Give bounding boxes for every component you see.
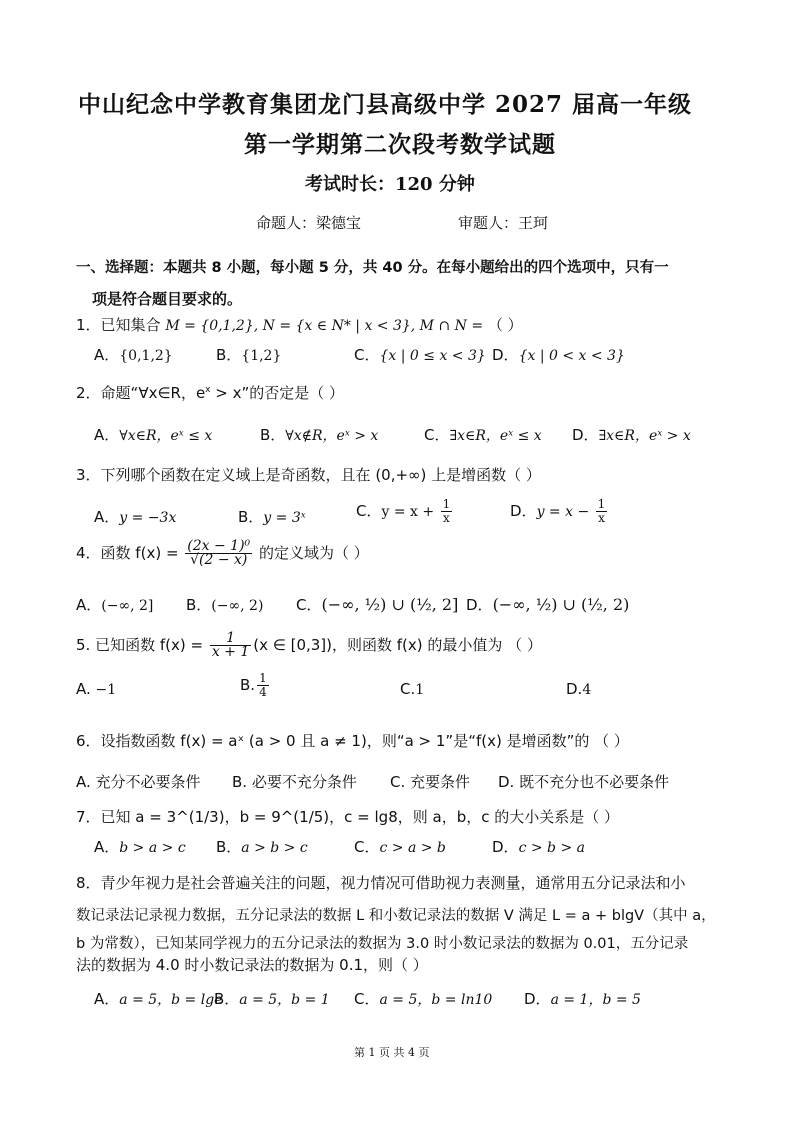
q1-stem-text: 1．已知集合 xyxy=(76,316,161,334)
q3-option-a-text: y = −3x xyxy=(119,510,177,526)
q1-option-a[interactable] xyxy=(94,344,173,365)
q6-option-a-label: A. xyxy=(76,773,91,791)
q7-option-d-text: c > b > a xyxy=(518,840,585,856)
q6-option-c[interactable] xyxy=(390,771,470,792)
q8-option-a[interactable] xyxy=(94,988,222,1009)
q2-option-d[interactable] xyxy=(572,424,691,445)
q2-stem-sup: x xyxy=(205,385,211,395)
q4-option-c-label: C． xyxy=(296,596,322,614)
q3-d-frac-num: 1 xyxy=(597,497,606,511)
q3-option-c[interactable] xyxy=(356,498,454,525)
q3-option-c-fraction xyxy=(441,498,453,525)
q6-option-d-text: 既不充分也不必要条件 xyxy=(519,773,670,791)
q5-option-a-text: −1 xyxy=(95,682,117,698)
q8-option-a-text: a = 5，b = lge xyxy=(119,992,223,1008)
exam-author: 命题人：梁德宝 xyxy=(256,214,362,232)
q8-option-d-label: D． xyxy=(524,990,551,1008)
question-8-line-2: 数记录法记录视力数据，五分记录法的数据 L 和小数记录法的数据 V 满足 L = a + blgV（其中 a， xyxy=(76,908,716,924)
q4-option-b-text: (−∞, 2) xyxy=(211,598,264,614)
q3-d-frac-den: x xyxy=(598,511,605,525)
q3-option-b-label: B． xyxy=(238,508,264,526)
q8-option-c-label: C． xyxy=(354,990,380,1008)
exam-duration: 考试时长：120 分钟 xyxy=(305,174,475,195)
q4-option-b-label: B． xyxy=(186,596,212,614)
q6-option-c-text: 充要条件 xyxy=(410,773,471,791)
q1-option-d-text: {x | 0 < x < 3} xyxy=(518,348,625,364)
q5-stem-text: 5. 已知函数 f(x) = xyxy=(76,636,208,654)
q4-option-d[interactable] xyxy=(466,594,629,615)
question-2-stem xyxy=(76,382,344,403)
q5-option-c[interactable] xyxy=(400,680,424,698)
q6-option-b[interactable] xyxy=(232,771,357,792)
q2-option-a-label: A． xyxy=(94,426,120,444)
q4-option-b[interactable] xyxy=(186,594,263,615)
q4-option-a-label: A． xyxy=(76,596,102,614)
q7-option-a-label: A． xyxy=(94,838,120,856)
q2-option-b-label: B． xyxy=(260,426,286,444)
q1-option-b[interactable] xyxy=(216,344,281,365)
q5-option-c-label: C. xyxy=(400,680,416,698)
question-7-stem: 7．已知 a = 3^(1/3)，b = 9^(1/5)，c = lg8，则 a，b，c 的大小关系是（ ） xyxy=(76,808,619,826)
q8-option-d-text: a = 1，b = 5 xyxy=(550,992,641,1008)
q4-option-d-label: D． xyxy=(466,596,493,614)
q1-option-c-label: C． xyxy=(354,346,380,364)
q6-option-c-label: C. xyxy=(390,773,406,791)
question-1-stem xyxy=(76,314,523,335)
exam-title-line1: 中山纪念中学教育集团龙门县高级中学 2027 届高一年级 xyxy=(78,91,693,118)
question-8-line-4: 法的数据为 4.0 时小数记录法的数据为 0.1，则（ ） xyxy=(76,956,428,974)
q3-option-c-label: C． xyxy=(356,502,382,520)
q8-option-a-label: A． xyxy=(94,990,120,1008)
q4-option-d-text: (−∞, ½) ∪ (½, 2) xyxy=(492,595,630,614)
q2-option-d-text: ∃x∈R，eˣ > x xyxy=(598,428,691,444)
q2-option-a[interactable] xyxy=(94,424,212,445)
q6-option-a-text: 充分不必要条件 xyxy=(95,773,201,791)
q3-option-d-text: y = x − xyxy=(536,504,594,520)
q7-option-c[interactable] xyxy=(354,836,446,857)
question-5-stem xyxy=(76,632,542,659)
exam-title-line2: 第一学期第二次段考数学试题 xyxy=(244,131,556,158)
q3-option-d-fraction xyxy=(596,498,608,525)
q6-option-d-label: D. xyxy=(498,773,515,791)
q5-frac-den: x + 1 xyxy=(211,644,250,660)
q3-option-b-text: y = 3ˣ xyxy=(263,510,306,526)
q1-option-d[interactable] xyxy=(492,344,625,365)
q8-option-b-text: a = 5，b = 1 xyxy=(239,992,330,1008)
q8-option-c[interactable] xyxy=(354,988,492,1009)
q7-option-c-text: c > a > b xyxy=(379,840,446,856)
q8-option-c-text: a = 5，b = ln10 xyxy=(379,992,493,1008)
exam-reviewer: 审题人：王珂 xyxy=(458,214,549,232)
q4-option-c[interactable] xyxy=(296,594,458,615)
q1-option-c-text: {x | 0 ≤ x < 3} xyxy=(379,348,486,364)
q7-option-d-label: D． xyxy=(492,838,519,856)
q1-option-c[interactable] xyxy=(354,344,486,365)
q5-stem-fraction xyxy=(210,632,251,659)
q2-stem-text: 2．命题“∀x∈R，e xyxy=(76,384,206,402)
q5-stem-tail: (x ∈ [0,3])，则函数 f(x) 的最小值为 （ ） xyxy=(253,636,542,654)
q7-option-d[interactable] xyxy=(492,836,585,857)
q7-option-c-label: C． xyxy=(354,838,380,856)
q3-c-frac-num: 1 xyxy=(442,497,451,511)
q4-option-a-text: (−∞, 2] xyxy=(101,598,154,614)
q1-option-d-label: D． xyxy=(492,346,519,364)
q2-option-c-text: ∃x∈R，eˣ ≤ x xyxy=(449,428,542,444)
q6-option-b-text: 必要不充分条件 xyxy=(251,773,357,791)
q5-option-d[interactable] xyxy=(566,680,591,698)
q4-stem-tail: 的定义域为（ ） xyxy=(254,544,369,562)
question-3-stem: 3．下列哪个函数在定义域上是奇函数，且在 (0,+∞) 上是增函数（ ） xyxy=(76,466,541,484)
q3-option-a[interactable] xyxy=(94,506,176,527)
q5-option-b-label: B. xyxy=(240,676,256,694)
q5-option-a[interactable] xyxy=(76,680,116,698)
q5-option-d-text: 4 xyxy=(582,682,592,698)
q5-b-frac-num: 1 xyxy=(259,671,267,685)
question-6-stem: 6．设指数函数 f(x) = aˣ (a > 0 且 a ≠ 1)，则“a > 1”是“f(x) 是增函数”的 （ ） xyxy=(76,732,629,750)
q4-stem-text: 4．函数 f(x) = xyxy=(76,544,184,562)
q3-option-c-text: y = x + xyxy=(381,504,439,520)
q5-option-c-text: 1 xyxy=(415,682,425,698)
q7-option-b[interactable] xyxy=(216,836,308,857)
q5-option-b[interactable] xyxy=(240,672,271,699)
q5-frac-num: 1 xyxy=(210,632,251,646)
q7-option-b-text: a > b > c xyxy=(241,840,308,856)
q8-option-b[interactable] xyxy=(214,988,330,1009)
q5-option-a-label: A. xyxy=(76,680,91,698)
q4-option-a[interactable] xyxy=(76,594,153,615)
q1-option-a-text: {0,1,2} xyxy=(119,348,173,364)
q7-option-a-text: b > a > c xyxy=(119,840,186,856)
q8-option-b-label: B． xyxy=(214,990,240,1008)
q7-option-a[interactable] xyxy=(94,836,186,857)
q1-stem-math: M = {0,1,2}, N = {x ∈ N* | x < 3}, M ∩ N = xyxy=(165,318,484,334)
q1-option-b-text: {1,2} xyxy=(241,348,282,364)
q6-option-d[interactable] xyxy=(498,771,669,792)
q1-option-b-label: B． xyxy=(216,346,242,364)
q6-option-a[interactable] xyxy=(76,771,201,792)
q8-option-d[interactable] xyxy=(524,988,641,1009)
q5-option-b-fraction xyxy=(257,672,269,699)
question-8-line-1: 8．青少年视力是社会普遍关注的问题，视力情况可借助视力表测量，通常用五分记录法和小 xyxy=(76,874,686,892)
q1-stem-tail: （ ） xyxy=(487,316,523,334)
q4-frac-den: √(2 − x) xyxy=(190,552,248,568)
question-8-line-3: b 为常数），已知某同学视力的五分记录法的数据为 3.0 时小数记录法的数据为 0.01，五分记录 xyxy=(76,936,689,952)
q4-stem-fraction xyxy=(185,540,252,567)
section-heading-cont: 项是符合题目要求的。 xyxy=(92,290,243,308)
q4-frac-num: (2x − 1)⁰ xyxy=(187,538,251,554)
page-number: 第 1 页 共 4 页 xyxy=(354,1046,430,1059)
q5-option-d-label: D. xyxy=(566,680,583,698)
question-4-stem xyxy=(76,540,369,567)
q2-option-d-label: D． xyxy=(572,426,599,444)
q2-option-b-text: ∀x∉R，eˣ > x xyxy=(285,428,379,444)
q3-option-d[interactable] xyxy=(510,498,609,525)
q7-option-b-label: B． xyxy=(216,838,242,856)
q2-option-c-label: C． xyxy=(424,426,450,444)
q6-option-b-label: B. xyxy=(232,773,248,791)
q1-option-a-label: A． xyxy=(94,346,120,364)
q3-option-d-label: D． xyxy=(510,502,537,520)
section-heading: 一、选择题：本题共 8 小题，每小题 5 分，共 40 分。在每小题给出的四个选项中，只有一 xyxy=(76,260,669,276)
q5-b-frac-den: 4 xyxy=(259,685,267,699)
q2-option-b[interactable] xyxy=(260,424,378,445)
q3-option-a-label: A． xyxy=(94,508,120,526)
q3-option-b[interactable] xyxy=(238,506,306,527)
q2-option-a-text: ∀x∈R，eˣ ≤ x xyxy=(119,428,213,444)
q2-option-c[interactable] xyxy=(424,424,542,445)
q4-option-c-text: (−∞, ½) ∪ (½, 2] xyxy=(321,595,459,614)
q2-stem-tail: > x”的否定是（ ） xyxy=(210,384,345,402)
q3-c-frac-den: x xyxy=(442,511,450,525)
